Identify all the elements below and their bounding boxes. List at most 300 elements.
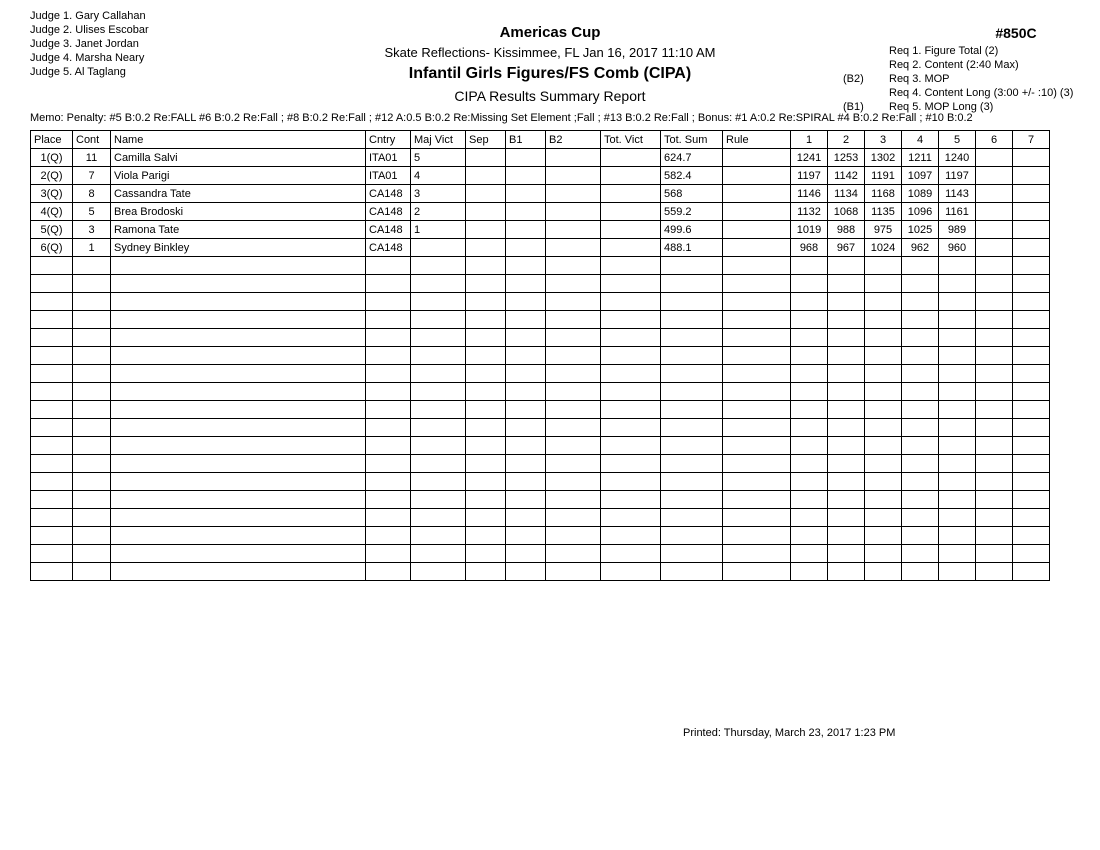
table-cell	[506, 293, 546, 311]
table-cell	[828, 401, 865, 419]
table-cell	[939, 311, 976, 329]
table-cell	[1013, 527, 1050, 545]
judge-item: Judge 3. Janet Jordan	[30, 38, 139, 50]
table-cell: 5(Q)	[31, 221, 73, 239]
table-cell	[31, 311, 73, 329]
table-cell	[506, 563, 546, 581]
table-cell	[976, 149, 1013, 167]
results-table	[30, 130, 1050, 581]
table-cell	[506, 239, 546, 257]
table-cell: 1143	[939, 185, 976, 203]
table-cell: 559.2	[661, 203, 723, 221]
table-cell	[111, 311, 366, 329]
table-cell	[111, 329, 366, 347]
table-cell	[828, 293, 865, 311]
table-cell	[791, 347, 828, 365]
requirement-text: Req 1. Figure Total (2)	[889, 45, 999, 57]
table-cell: ITA01	[366, 149, 411, 167]
table-cell	[976, 383, 1013, 401]
table-cell: 568	[661, 185, 723, 203]
table-cell	[546, 419, 601, 437]
table-cell	[976, 203, 1013, 221]
table-cell	[661, 545, 723, 563]
table-cell	[73, 365, 111, 383]
table-cell	[601, 329, 661, 347]
column-header: Cntry	[366, 131, 411, 149]
table-cell	[976, 509, 1013, 527]
table-cell	[865, 383, 902, 401]
printed-timestamp: Printed: Thursday, March 23, 2017 1:23 PM	[683, 727, 896, 739]
table-cell	[865, 347, 902, 365]
table-cell	[865, 455, 902, 473]
table-cell	[111, 509, 366, 527]
table-cell	[723, 275, 791, 293]
empty-row	[31, 473, 1050, 491]
table-cell	[791, 329, 828, 347]
table-cell	[902, 311, 939, 329]
table-cell: 962	[902, 239, 939, 257]
table-cell	[902, 527, 939, 545]
table-cell	[601, 455, 661, 473]
table-cell	[73, 383, 111, 401]
table-cell	[791, 293, 828, 311]
table-cell	[366, 401, 411, 419]
table-cell: 3	[411, 185, 466, 203]
table-cell	[31, 401, 73, 419]
table-cell	[506, 491, 546, 509]
table-cell: 2	[411, 203, 466, 221]
table-cell	[601, 221, 661, 239]
table-cell	[366, 275, 411, 293]
table-cell	[546, 257, 601, 275]
table-cell	[601, 347, 661, 365]
table-cell	[976, 257, 1013, 275]
table-cell	[366, 257, 411, 275]
table-cell	[111, 473, 366, 491]
table-cell	[546, 329, 601, 347]
table-cell	[661, 257, 723, 275]
table-cell	[661, 419, 723, 437]
table-cell	[723, 383, 791, 401]
table-cell	[506, 401, 546, 419]
requirement-text: Req 4. Content Long (3:00 +/- :10) (3)	[889, 87, 1074, 99]
table-cell	[466, 293, 506, 311]
table-cell	[723, 401, 791, 419]
table-cell	[546, 401, 601, 419]
table-cell	[411, 563, 466, 581]
table-cell: 4	[411, 167, 466, 185]
table-cell	[366, 383, 411, 401]
empty-row	[31, 383, 1050, 401]
header-row	[31, 131, 1050, 149]
table-cell	[601, 401, 661, 419]
memo-line: Memo: Penalty: #5 B:0.2 Re:FALL #6 B:0.2 Re:Fall ; #8 B:0.2 Re:Fall ; #12 A:0.5 B:0.2 Re:Missing Set Element ;Fall ; #13 B:0.2 Re:Fall ; Bonus: #1 A:0.2 Re:SPIRAL #4 B:0.2 Re:Fall ; #10 B:0.2	[30, 112, 973, 124]
table-cell	[976, 437, 1013, 455]
table-cell	[506, 383, 546, 401]
table-cell: Brea Brodoski	[111, 203, 366, 221]
table-cell	[506, 203, 546, 221]
table-cell	[791, 257, 828, 275]
table-cell	[411, 437, 466, 455]
empty-row	[31, 455, 1050, 473]
table-cell	[828, 473, 865, 491]
table-cell: 1146	[791, 185, 828, 203]
table-cell	[939, 491, 976, 509]
table-cell	[976, 221, 1013, 239]
table-cell: 6(Q)	[31, 239, 73, 257]
table-cell	[111, 365, 366, 383]
table-cell	[73, 419, 111, 437]
table-cell	[546, 527, 601, 545]
table-cell	[411, 329, 466, 347]
table-cell	[828, 311, 865, 329]
table-cell	[366, 365, 411, 383]
column-header: 1	[791, 131, 828, 149]
table-cell	[939, 365, 976, 383]
table-cell	[723, 203, 791, 221]
table-cell	[73, 329, 111, 347]
table-cell	[791, 401, 828, 419]
table-cell	[601, 149, 661, 167]
table-cell	[366, 311, 411, 329]
empty-row	[31, 509, 1050, 527]
table-cell	[111, 401, 366, 419]
table-cell	[31, 563, 73, 581]
table-cell	[661, 401, 723, 419]
table-cell	[723, 437, 791, 455]
table-cell: 624.7	[661, 149, 723, 167]
table-cell	[902, 383, 939, 401]
table-cell	[976, 473, 1013, 491]
table-cell	[546, 167, 601, 185]
table-cell	[723, 329, 791, 347]
table-cell	[661, 275, 723, 293]
column-header: Place	[31, 131, 73, 149]
table-cell	[661, 473, 723, 491]
table-cell	[601, 365, 661, 383]
table-cell: 1089	[902, 185, 939, 203]
table-cell	[73, 545, 111, 563]
requirement-text: Req 3. MOP	[889, 73, 950, 85]
empty-row	[31, 329, 1050, 347]
requirement-item	[843, 44, 1073, 58]
table-cell	[723, 419, 791, 437]
table-cell	[902, 293, 939, 311]
table-cell	[73, 509, 111, 527]
table-cell	[976, 185, 1013, 203]
table-cell: CA148	[366, 203, 411, 221]
table-cell	[111, 275, 366, 293]
table-cell	[1013, 491, 1050, 509]
table-cell	[902, 455, 939, 473]
table-cell: Ramona Tate	[111, 221, 366, 239]
table-cell	[546, 491, 601, 509]
table-cell	[723, 455, 791, 473]
table-cell	[73, 437, 111, 455]
table-cell	[1013, 329, 1050, 347]
table-cell	[865, 545, 902, 563]
table-cell	[466, 167, 506, 185]
table-cell: 967	[828, 239, 865, 257]
table-cell	[506, 473, 546, 491]
table-cell	[939, 473, 976, 491]
table-cell	[828, 545, 865, 563]
table-cell	[661, 347, 723, 365]
table-cell	[723, 509, 791, 527]
table-cell: 488.1	[661, 239, 723, 257]
table-cell	[601, 311, 661, 329]
table-cell	[466, 275, 506, 293]
table-cell	[791, 419, 828, 437]
table-cell	[466, 221, 506, 239]
table-cell	[661, 365, 723, 383]
table-cell	[723, 221, 791, 239]
table-cell	[865, 293, 902, 311]
column-header: 2	[828, 131, 865, 149]
table-cell: 8	[73, 185, 111, 203]
table-cell	[723, 185, 791, 203]
table-cell	[791, 437, 828, 455]
table-cell	[828, 491, 865, 509]
empty-row	[31, 437, 1050, 455]
table-cell: Viola Parigi	[111, 167, 366, 185]
table-cell	[601, 563, 661, 581]
table-cell	[411, 419, 466, 437]
table-row	[31, 149, 1050, 167]
table-cell	[828, 563, 865, 581]
table-cell	[1013, 401, 1050, 419]
table-cell	[902, 329, 939, 347]
table-cell	[661, 509, 723, 527]
column-header: 6	[976, 131, 1013, 149]
table-cell	[546, 311, 601, 329]
table-cell: 1132	[791, 203, 828, 221]
table-cell	[828, 509, 865, 527]
table-cell: 5	[411, 149, 466, 167]
table-cell	[976, 167, 1013, 185]
column-header: B2	[546, 131, 601, 149]
table-cell	[939, 275, 976, 293]
table-cell	[31, 383, 73, 401]
table-cell	[111, 455, 366, 473]
table-cell	[723, 491, 791, 509]
table-cell	[466, 545, 506, 563]
table-cell	[466, 491, 506, 509]
requirement-prefix	[843, 44, 889, 58]
table-cell	[828, 347, 865, 365]
table-cell	[1013, 563, 1050, 581]
table-cell: 1	[73, 239, 111, 257]
table-cell	[73, 527, 111, 545]
table-cell	[939, 437, 976, 455]
column-header: Maj Vict	[411, 131, 466, 149]
table-cell: 1240	[939, 149, 976, 167]
table-cell	[466, 473, 506, 491]
table-cell	[366, 473, 411, 491]
table-cell	[73, 257, 111, 275]
table-cell	[411, 491, 466, 509]
table-cell	[506, 509, 546, 527]
empty-row	[31, 545, 1050, 563]
table-cell: 3(Q)	[31, 185, 73, 203]
table-cell	[466, 455, 506, 473]
table-cell	[1013, 239, 1050, 257]
table-cell	[73, 455, 111, 473]
table-cell	[73, 401, 111, 419]
column-header: 5	[939, 131, 976, 149]
table-cell: CA148	[366, 221, 411, 239]
table-cell	[865, 473, 902, 491]
empty-row	[31, 419, 1050, 437]
table-cell	[601, 473, 661, 491]
table-cell	[31, 455, 73, 473]
event-code: #850C	[995, 25, 1037, 41]
table-cell	[546, 221, 601, 239]
table-cell	[411, 473, 466, 491]
table-cell	[865, 491, 902, 509]
table-row	[31, 167, 1050, 185]
empty-row	[31, 527, 1050, 545]
table-cell	[902, 545, 939, 563]
table-cell	[1013, 473, 1050, 491]
table-cell	[1013, 365, 1050, 383]
table-cell	[31, 509, 73, 527]
table-row	[31, 203, 1050, 221]
requirement-prefix: (B1)	[843, 101, 864, 113]
table-cell: 499.6	[661, 221, 723, 239]
column-header: Tot. Sum	[661, 131, 723, 149]
table-cell	[661, 527, 723, 545]
table-cell	[1013, 185, 1050, 203]
table-cell	[601, 185, 661, 203]
table-cell	[546, 365, 601, 383]
table-cell	[828, 455, 865, 473]
table-cell	[366, 293, 411, 311]
table-cell	[546, 455, 601, 473]
table-cell: 1197	[939, 167, 976, 185]
table-cell	[366, 347, 411, 365]
table-cell: 2(Q)	[31, 167, 73, 185]
table-cell	[31, 473, 73, 491]
table-cell	[366, 563, 411, 581]
requirement-text: Req 5. MOP Long (3)	[889, 101, 994, 113]
table-cell	[466, 527, 506, 545]
table-cell: 1068	[828, 203, 865, 221]
table-cell	[366, 329, 411, 347]
table-cell	[976, 455, 1013, 473]
table-cell	[466, 509, 506, 527]
table-cell	[601, 419, 661, 437]
table-cell	[546, 239, 601, 257]
table-cell	[506, 167, 546, 185]
table-cell	[366, 419, 411, 437]
table-cell	[1013, 167, 1050, 185]
table-cell	[73, 275, 111, 293]
table-cell	[111, 563, 366, 581]
table-cell	[939, 293, 976, 311]
column-header: B1	[506, 131, 546, 149]
table-cell: 1241	[791, 149, 828, 167]
table-cell: 5	[73, 203, 111, 221]
table-cell	[1013, 311, 1050, 329]
column-header: Cont	[73, 131, 111, 149]
report-subtitle: CIPA Results Summary Report	[454, 88, 646, 104]
table-cell	[865, 563, 902, 581]
table-cell	[828, 527, 865, 545]
table-cell	[723, 167, 791, 185]
table-cell	[506, 365, 546, 383]
table-cell	[411, 455, 466, 473]
table-cell	[546, 347, 601, 365]
table-cell	[111, 491, 366, 509]
table-cell	[976, 401, 1013, 419]
table-cell: 1142	[828, 167, 865, 185]
table-cell	[73, 563, 111, 581]
table-cell	[111, 347, 366, 365]
table-cell	[791, 365, 828, 383]
table-cell	[601, 509, 661, 527]
table-cell	[366, 437, 411, 455]
table-cell	[1013, 275, 1050, 293]
table-cell	[976, 329, 1013, 347]
table-cell	[546, 275, 601, 293]
table-cell	[828, 383, 865, 401]
judge-item: Judge 4. Marsha Neary	[30, 52, 145, 64]
table-cell	[466, 149, 506, 167]
table-cell	[601, 437, 661, 455]
table-cell	[976, 491, 1013, 509]
table-cell: 1197	[791, 167, 828, 185]
table-cell: 1024	[865, 239, 902, 257]
table-cell	[111, 257, 366, 275]
table-cell	[73, 491, 111, 509]
table-cell	[902, 347, 939, 365]
table-cell	[466, 383, 506, 401]
table-cell	[1013, 293, 1050, 311]
table-cell	[791, 527, 828, 545]
table-cell	[73, 293, 111, 311]
table-cell	[661, 329, 723, 347]
table-cell: 1025	[902, 221, 939, 239]
table-cell: 1168	[865, 185, 902, 203]
table-cell	[723, 149, 791, 167]
table-cell: 960	[939, 239, 976, 257]
table-cell	[411, 509, 466, 527]
table-cell	[1013, 383, 1050, 401]
table-cell: Camilla Salvi	[111, 149, 366, 167]
table-cell: 582.4	[661, 167, 723, 185]
table-cell: 11	[73, 149, 111, 167]
table-cell	[466, 347, 506, 365]
table-cell	[661, 383, 723, 401]
empty-row	[31, 401, 1050, 419]
table-cell	[366, 455, 411, 473]
table-cell	[723, 563, 791, 581]
table-cell	[601, 203, 661, 221]
table-cell: 1253	[828, 149, 865, 167]
table-row	[31, 221, 1050, 239]
table-cell	[976, 527, 1013, 545]
empty-row	[31, 275, 1050, 293]
table-cell	[939, 527, 976, 545]
table-cell	[939, 455, 976, 473]
table-cell	[865, 257, 902, 275]
table-cell	[865, 365, 902, 383]
table-cell	[865, 275, 902, 293]
table-cell	[828, 329, 865, 347]
table-cell	[411, 275, 466, 293]
table-cell	[546, 437, 601, 455]
